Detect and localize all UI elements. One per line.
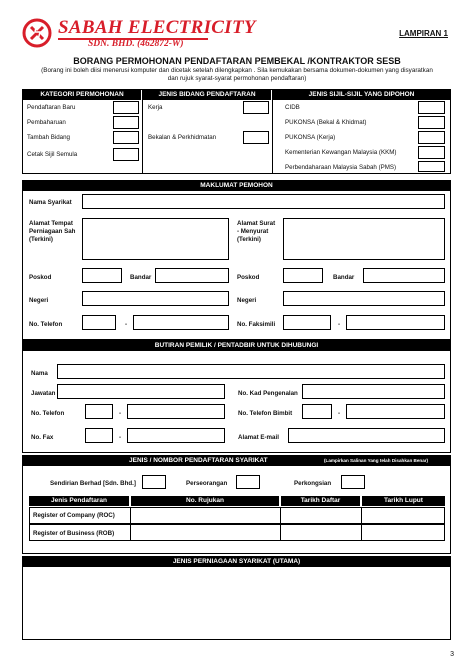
input-rob-luput[interactable] xyxy=(362,525,444,540)
input-negeri-surat[interactable] xyxy=(283,291,445,306)
heading-pendaftaran-text: JENIS / NOMBOR PENDAFTARAN SYARIKAT xyxy=(129,457,268,464)
checkbox-pukonsa-bekal[interactable] xyxy=(418,116,445,129)
input-jenis-perniagaan[interactable] xyxy=(24,568,449,638)
label-tambah-bidang: Tambah Bidang xyxy=(27,134,70,141)
label-poskod-surat: Poskod xyxy=(237,274,260,281)
checkbox-tambah-bidang[interactable] xyxy=(113,131,139,144)
input-roc-luput[interactable] xyxy=(362,508,444,523)
label-jawatan: Jawatan xyxy=(31,390,56,397)
input-poskod[interactable] xyxy=(82,268,122,283)
input-roc-daftar[interactable] xyxy=(281,508,361,523)
label-alamat-surat xyxy=(237,220,275,244)
label-kerja: Kerja xyxy=(148,104,163,111)
input-telefon-nombor[interactable] xyxy=(133,315,229,330)
col-jenis-pendaftaran: Jenis Pendaftaran xyxy=(29,496,129,506)
input-alamat-surat[interactable] xyxy=(283,218,445,260)
heading-butiran-pemilik: BUTIRAN PEMILIK / PENTADBIR UNTUK DIHUBUNGI xyxy=(23,341,450,351)
label-bandar-surat: Bandar xyxy=(333,274,355,281)
checkbox-pms[interactable] xyxy=(418,161,445,172)
label-alamat-tempat-3: (Terkini) xyxy=(29,236,53,243)
dash-fax: - xyxy=(119,434,122,441)
logo-name: SABAH ELECTRICITY xyxy=(58,17,256,38)
checkbox-perkongsian[interactable] xyxy=(341,475,365,489)
input-nama-syarikat[interactable] xyxy=(82,194,445,209)
checkbox-pendaftaran-baru[interactable] xyxy=(113,101,139,114)
label-pms: Perbendaharaan Malaysia Sabah (PMS) xyxy=(285,164,397,171)
label-perseorangan: Perseorangan xyxy=(186,480,228,487)
col-divider xyxy=(142,90,143,173)
dash-faks: - xyxy=(338,321,341,328)
label-perkongsian: Perkongsian xyxy=(294,480,332,487)
label-no-telefon: No. Telefon xyxy=(29,321,63,328)
sesb-logo-icon xyxy=(22,18,52,48)
heading-sijil: JENIS SIJIL-SIJIL YANG DIPOHON xyxy=(273,90,450,100)
heading-jenis-perniagaan: JENIS PERNIAGAAN SYARIKAT (UTAMA) xyxy=(23,557,450,567)
input-roc-rujukan[interactable] xyxy=(131,508,280,523)
label-alamat-surat-2: - Menyurat xyxy=(237,228,269,235)
col-tarikh-daftar: Tarikh Daftar xyxy=(281,496,360,506)
form-title: BORANG PERMOHONAN PENDAFTARAN PEMBEKAL /KONTRAKTOR SESB xyxy=(73,56,401,66)
label-negeri: Negeri xyxy=(29,297,49,304)
input-telefon-kod[interactable] xyxy=(82,315,116,330)
page-number: 3 xyxy=(450,651,454,658)
checkbox-sdn-bhd[interactable] xyxy=(142,475,166,489)
checkbox-kerja[interactable] xyxy=(243,101,269,114)
input-rob-daftar[interactable] xyxy=(281,525,361,540)
input-bandar[interactable] xyxy=(155,268,229,283)
label-pembaharuan: Pembaharuan xyxy=(27,119,66,126)
checkbox-pembaharuan[interactable] xyxy=(113,116,139,129)
label-no-faksimili: No. Faksimili xyxy=(237,321,276,328)
input-bimbit-kod[interactable] xyxy=(302,404,332,419)
label-cetak-sijil: Cetak Sijil Semula xyxy=(27,151,78,158)
checkbox-bekalan[interactable] xyxy=(243,131,269,144)
input-rob-rujukan[interactable] xyxy=(131,525,280,540)
input-telefon-pemilik[interactable] xyxy=(127,404,225,419)
label-pukonsa-kerja: PUKONSA (Kerja) xyxy=(285,134,336,141)
label-pendaftaran-baru: Pendaftaran Baru xyxy=(27,104,76,111)
label-no-kad: No. Kad Pengenalan xyxy=(238,390,298,397)
input-bimbit[interactable] xyxy=(346,404,445,419)
label-nama: Nama xyxy=(31,370,48,377)
form-note-line-2: dan rujuk syarat-syarat permohonan pendaftaran) xyxy=(167,75,307,83)
section-kategori xyxy=(22,89,451,174)
col-divider xyxy=(272,90,273,173)
label-no-fax: No. Fax xyxy=(31,434,54,441)
form-note-line-1: (Borang ini boleh diisi menerusi komputer dan dicetak setelah dilengkapkan . Sila kemukakan bersama dokumen-dokumen yang disyaratkan xyxy=(41,67,433,74)
label-alamat-tempat xyxy=(29,220,75,244)
input-alamat-tempat[interactable] xyxy=(82,218,229,260)
lampiran-label: LAMPIRAN 1 xyxy=(399,29,448,38)
input-no-kad[interactable] xyxy=(302,384,445,399)
dash-bimbit: - xyxy=(338,410,341,417)
label-roc: Register of Company (ROC) xyxy=(33,512,115,519)
label-alamat-surat-3: (Terkini) xyxy=(237,236,261,243)
label-negeri-surat: Negeri xyxy=(237,297,257,304)
label-telefon-pemilik: No. Telefon xyxy=(31,410,65,417)
label-cidb: CIDB xyxy=(285,104,300,111)
heading-bidang: JENIS BIDANG PENDAFTARAN xyxy=(143,90,271,100)
heading-maklumat-pemohon: MAKLUMAT PEMOHON xyxy=(23,181,450,191)
col-no-rujukan: No. Rujukan xyxy=(131,496,279,506)
label-pukonsa-bekal: PUKONSA (Bekal & Khidmat) xyxy=(285,119,367,126)
form-note xyxy=(20,67,454,84)
heading-kategori: KATEGORI PERMOHONAN xyxy=(23,90,141,100)
label-alamat-surat-1: Alamat Surat xyxy=(237,220,276,227)
checkbox-perseorangan[interactable] xyxy=(236,475,260,489)
label-kkm: Kementerian Kewangan Malaysia (KKM) xyxy=(285,149,397,156)
label-sdn-bhd: Sendirian Berhad [Sdn. Bhd.] xyxy=(50,480,136,487)
input-fax-kod[interactable] xyxy=(85,428,113,443)
logo-sub: SDN. BHD. (462872-W) xyxy=(88,39,184,49)
label-rob: Register of Business (ROB) xyxy=(33,530,115,537)
input-bandar-surat[interactable] xyxy=(363,268,445,283)
label-bekalan: Bekalan & Perkhidmatan xyxy=(148,134,217,141)
input-faks-nombor[interactable] xyxy=(346,315,445,330)
heading-pendaftaran-syarikat xyxy=(23,456,450,466)
input-negeri[interactable] xyxy=(82,291,229,306)
label-nama-syarikat: Nama Syarikat xyxy=(29,199,72,206)
checkbox-kkm[interactable] xyxy=(418,146,445,159)
col-tarikh-luput: Tarikh Luput xyxy=(362,496,445,506)
input-poskod-surat[interactable] xyxy=(283,268,323,283)
input-telefon-pemilik-kod[interactable] xyxy=(85,404,113,419)
label-telefon-bimbit: No. Telefon Bimbit xyxy=(238,410,293,417)
checkbox-cetak-sijil[interactable] xyxy=(113,148,139,161)
input-fax[interactable] xyxy=(127,428,225,443)
checkbox-cidb[interactable] xyxy=(418,101,445,114)
label-alamat-email: Alamat E-mail xyxy=(238,434,279,441)
dash-telefon: - xyxy=(125,321,128,328)
checkbox-pukonsa-kerja[interactable] xyxy=(418,131,445,144)
label-bandar: Bandar xyxy=(130,274,152,281)
label-alamat-tempat-1: Alamat Tempat xyxy=(29,220,73,227)
dash-telefon-pemilik: - xyxy=(119,410,122,417)
heading-pendaftaran-note: (Lampirkan Salinan Yang telah Disahkan Benar) xyxy=(324,458,429,463)
label-alamat-tempat-2: Perniagaan Sah xyxy=(29,228,76,235)
input-jawatan[interactable] xyxy=(57,384,225,399)
label-poskod: Poskod xyxy=(29,274,52,281)
input-faks-kod[interactable] xyxy=(283,315,331,330)
input-nama[interactable] xyxy=(57,364,445,379)
input-email[interactable] xyxy=(288,428,445,443)
